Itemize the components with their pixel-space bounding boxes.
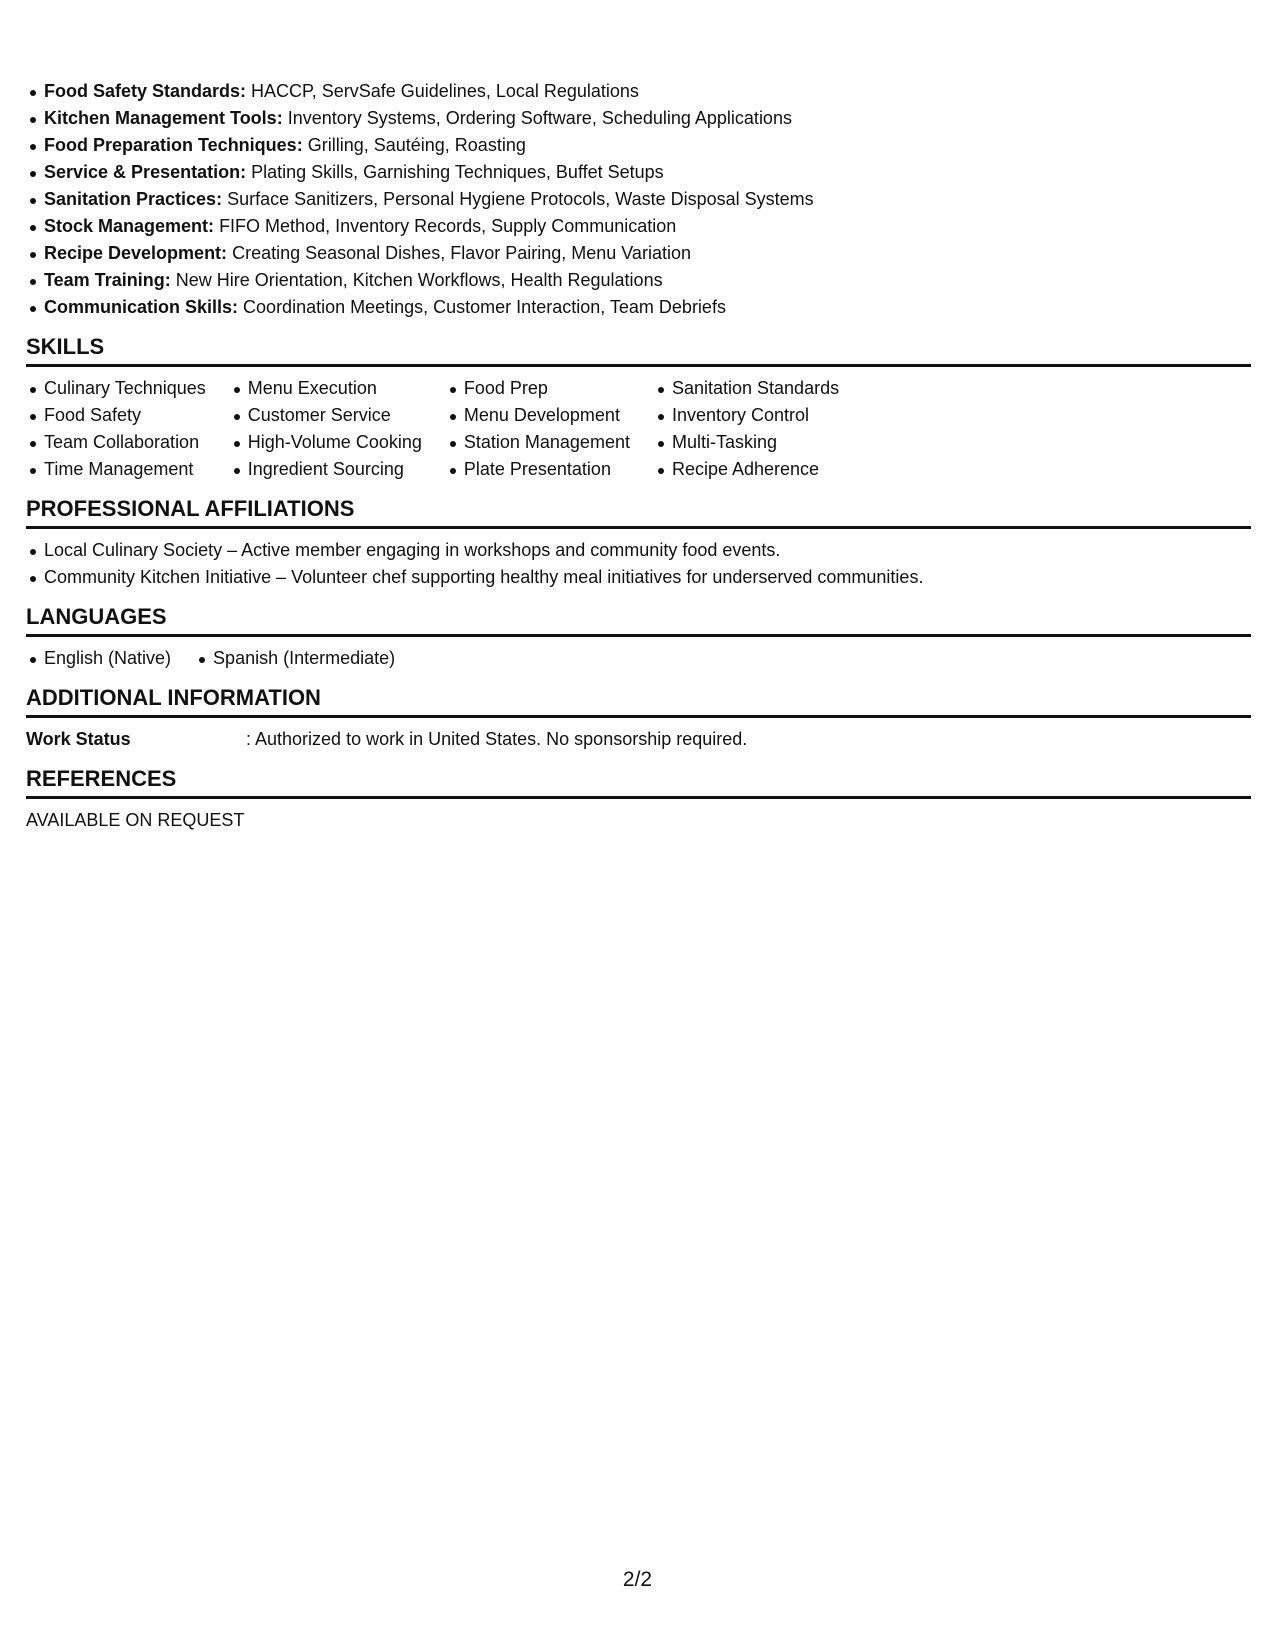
skill-item: Food Safety — [26, 402, 206, 429]
list-item — [26, 105, 1251, 132]
info-key: Work Status — [26, 729, 131, 749]
skills-column — [26, 375, 206, 483]
list-item — [26, 240, 1251, 267]
section-title: REFERENCES — [26, 765, 1251, 799]
skill-item: Team Collaboration — [26, 429, 206, 456]
skills-grid — [26, 375, 1251, 483]
list-item — [26, 267, 1251, 294]
competency-label: Food Preparation Techniques: — [44, 135, 303, 155]
competency-label: Communication Skills: — [44, 297, 239, 317]
skill-item: Menu Execution — [230, 375, 422, 402]
skill-item: Time Management — [26, 456, 206, 483]
competency-label: Stock Management: — [44, 216, 215, 236]
references-section — [26, 765, 1251, 834]
competency-text: Surface Sanitizers, Personal Hygiene Protocols, Waste Disposal Systems — [227, 189, 814, 209]
skill-item: Inventory Control — [654, 402, 839, 429]
skill-item: Culinary Techniques — [26, 375, 206, 402]
skills-section — [26, 333, 1251, 483]
additional-info-section — [26, 684, 1251, 753]
list-item — [26, 213, 1251, 240]
competency-text: Inventory Systems, Ordering Software, Scheduling Applications — [287, 108, 792, 128]
section-title: SKILLS — [26, 333, 1251, 367]
list-item — [26, 294, 1251, 321]
references-text: AVAILABLE ON REQUEST — [26, 810, 245, 830]
list-item — [26, 186, 1251, 213]
page-number: 2/2 — [622, 1568, 653, 1591]
section-title: PROFESSIONAL AFFILIATIONS — [26, 495, 1251, 529]
skill-item: Ingredient Sourcing — [230, 456, 422, 483]
section-title: LANGUAGES — [26, 603, 1251, 637]
skills-column — [230, 375, 422, 483]
info-row — [26, 726, 1251, 753]
competency-label: Kitchen Management Tools: — [44, 108, 283, 128]
skill-item: High-Volume Cooking — [230, 429, 422, 456]
competency-text: Creating Seasonal Dishes, Flavor Pairing, Menu Variation — [232, 243, 691, 263]
competency-text: New Hire Orientation, Kitchen Workflows, Health Regulations — [175, 270, 663, 290]
list-item: Local Culinary Society – Active member engaging in workshops and community food events. — [26, 537, 1251, 564]
competency-text: HACCP, ServSafe Guidelines, Local Regulations — [251, 81, 639, 101]
skill-item: Sanitation Standards — [654, 375, 839, 402]
affiliations-list — [26, 537, 1251, 591]
language-item: English (Native) — [26, 645, 171, 672]
competencies-list — [26, 78, 1251, 321]
skill-item: Station Management — [446, 429, 630, 456]
competency-label: Food Safety Standards: — [44, 81, 247, 101]
skill-item: Food Prep — [446, 375, 630, 402]
resume-page — [26, 78, 1251, 834]
competency-text: Coordination Meetings, Customer Interaction, Team Debriefs — [243, 297, 726, 317]
skill-item: Menu Development — [446, 402, 630, 429]
list-item — [26, 132, 1251, 159]
competency-text: Plating Skills, Garnishing Techniques, Buffet Setups — [251, 162, 664, 182]
competency-text: Grilling, Sautéing, Roasting — [307, 135, 526, 155]
competency-label: Sanitation Practices: — [44, 189, 223, 209]
skill-item: Recipe Adherence — [654, 456, 839, 483]
affiliations-section — [26, 495, 1251, 591]
info-value: : Authorized to work in United States. No sponsorship required. — [246, 729, 748, 749]
competency-label: Recipe Development: — [44, 243, 228, 263]
list-item — [26, 159, 1251, 186]
language-item: Spanish (Intermediate) — [195, 645, 395, 672]
list-item: Community Kitchen Initiative – Volunteer chef supporting healthy meal initiatives for underserved communities. — [26, 564, 1251, 591]
competency-text: FIFO Method, Inventory Records, Supply Communication — [219, 216, 677, 236]
competency-label: Team Training: — [44, 270, 171, 290]
section-title: ADDITIONAL INFORMATION — [26, 684, 1251, 718]
skill-item: Multi-Tasking — [654, 429, 839, 456]
competency-label: Service & Presentation: — [44, 162, 247, 182]
languages-section — [26, 603, 1251, 672]
list-item — [26, 78, 1251, 105]
skill-item: Plate Presentation — [446, 456, 630, 483]
languages-list — [26, 645, 1251, 672]
skill-item: Customer Service — [230, 402, 422, 429]
skills-column — [446, 375, 630, 483]
skills-column — [654, 375, 839, 483]
